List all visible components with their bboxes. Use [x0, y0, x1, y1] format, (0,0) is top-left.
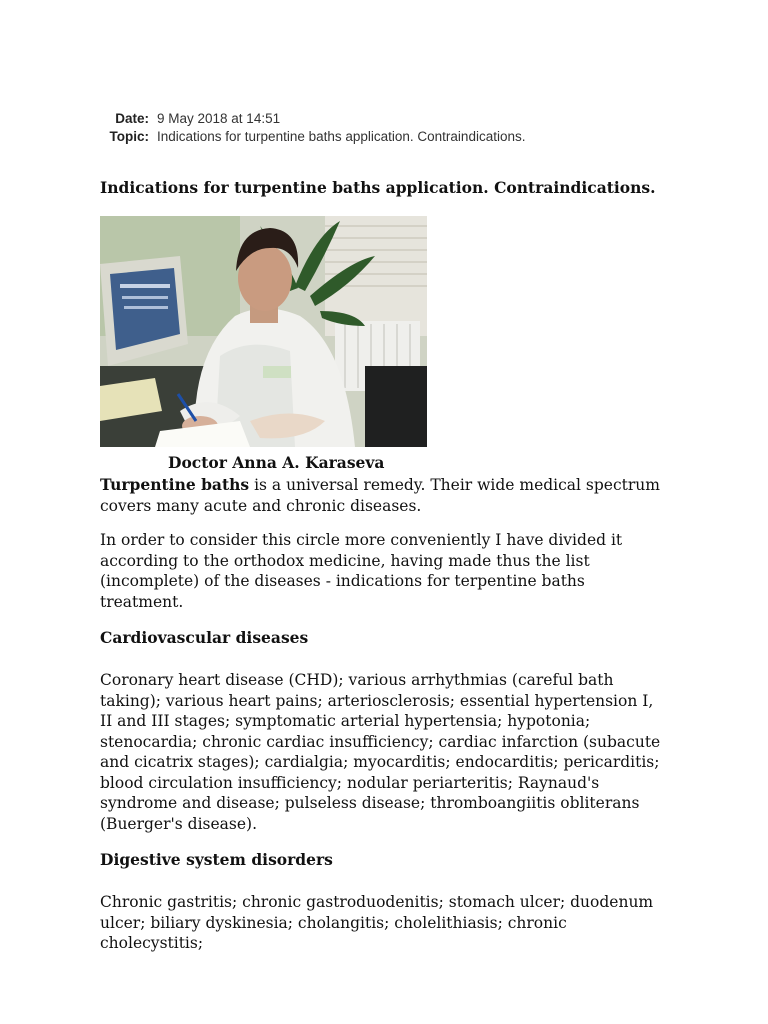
date-label: Date:	[115, 111, 149, 126]
topic-value: Indications for turpentine baths application. Contraindications.	[157, 129, 526, 144]
photo-caption: Doctor Anna A. Karaseva	[168, 453, 385, 472]
date-value: 9 May 2018 at 14:51	[157, 111, 281, 126]
intro-paragraph	[100, 475, 670, 516]
doctor-photo	[100, 216, 427, 447]
intro-text: is a universal remedy. Their wide medical spectrum covers many acute and chronic diseases.	[100, 476, 660, 515]
section-heading-digestive: Digestive system disorders	[100, 850, 333, 869]
article-title: Indications for turpentine baths application. Contraindications.	[100, 178, 656, 197]
indications-paragraph: In order to consider this circle more conveniently I have divided it according to the orthodox medicine, having made thus the list (incomplete) of the diseases - indications for terpentine baths treatment.	[100, 531, 623, 611]
section-text-cardiovascular: Coronary heart disease (CHD); various arrhythmias (careful bath taking); various heart pains; arteriosclerosis; essential hypertension I, II and III stages; symptomatic arterial hypertensia; hypotonia; stenocardia; chronic cardiac insufficiency; cardiac infarction (subacute and cicatrix stages); cardialgia; myocarditis; endocarditis; pericarditis; blood circulation insufficiency; nodular periarteritis; Raynaud's syndrome and disease; pulseless disease; thromboangiitis obliterans (Buerger's disease).	[100, 671, 661, 833]
topic-label: Topic:	[109, 129, 149, 144]
message-header	[100, 110, 525, 146]
date-row	[100, 110, 525, 128]
topic-row	[100, 128, 525, 146]
article-body	[100, 178, 670, 966]
intro-bold-term: Turpentine baths	[100, 475, 250, 494]
section-heading-cardiovascular: Cardiovascular diseases	[100, 628, 309, 647]
section-text-digestive: Chronic gastritis; chronic gastroduodenitis; stomach ulcer; duodenum ulcer; biliary dyskinesia; cholangitis; cholelithiasis; chronic cholecystitis;	[100, 893, 654, 952]
